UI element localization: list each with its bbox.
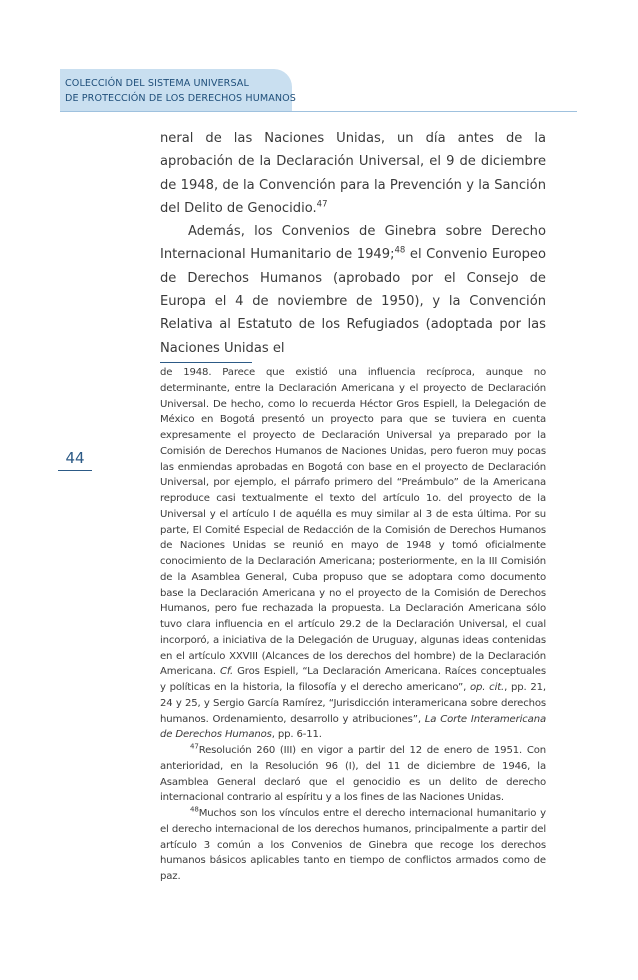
footnote-book-title: La Corte Interamericana de Derechos Humanos (160, 713, 546, 741)
footnotes (160, 365, 546, 885)
running-header (65, 76, 295, 106)
footnote-47 (160, 743, 546, 806)
footnote-text: de 1948. Parece que existió una influencia recíproca, aunque no determinante, entre la Declaración Americana y el proyecto de Declaración Universal. De hecho, como lo recuerda Héctor Gros Espiell, la Delegación de México en Bogotá presentó un proyecto para que se tuviera en cuenta expresamente el proyecto de Declaración Universal ya preparado por la Comisión de Derechos Humanos de Naciones Unidas, pero fueron muy pocas las enmiendas aprobadas en Bogotá con base en el proyecto de Declaración Universal, por ejemplo, el párrafo primero del “Preámbulo” de la Americana reproduce casi textualmente el texto del artículo 1o. del proyecto de la Universal y el artículo I de aquélla es muy similar al 3 de esta última. Por su parte, El Comité Especial de Redacción de la Comisión de Derechos Humanos de Naciones Unidas se reunió en mayo de 1948 y tomó oficialmente conocimiento de la Declaración Americana; posteriormente, en la III Comisión de la Asamblea General, Cuba propuso que se adoptara como documento base la Declaración Americana y no el proyecto de la Comisión de Derechos Humanos, pero fue rechazada la propuesta. La Declaración Americana sólo tuvo clara influencia en el artículo 29.2 de la Declaración Universal, el cual incorporó, a iniciativa de la Delegación de Uruguay, algunas ideas contenidas en el artículo XXVIII (Alcances de los derechos del hombre) de la Declaración Americana. (160, 367, 546, 678)
footnote-text: , pp. 6-11. (271, 729, 322, 741)
page-number-rule (58, 470, 92, 471)
running-header-rule (60, 111, 577, 112)
footnote-italic-cf: Cf. (219, 666, 234, 678)
body-text: neral de las Naciones Unidas, un día antes de la aprobación de la Declaración Universal, el 9 de diciembre de 1948, de la Convención para la Prevención y la Sanción del Delito de Genocidio. (160, 131, 546, 216)
body-paragraph (160, 220, 546, 360)
footnote-text: Gros Espiell, “La Declaración Americana. Raíces conceptuales y políticas en la historia, la filosofía y el derecho americano”, (160, 666, 546, 693)
footnote-text: , pp. 21, 24 y 25, y Sergio García Ramírez, “Jurisdicción interamericana sobre derechos humanos. Ordenamiento, desarrollo y atribuciones”, (160, 682, 546, 725)
footnote-text: Resolución 260 (III) en vigor a partir del 12 de enero de 1951. Con anterioridad, en la Resolución 96 (I), del 11 de diciembre de 1946, la Asamblea General declaró que el genocidio es un delito de derecho internacional contrario al espíritu y a los fines de las Naciones Unidas. (160, 745, 546, 804)
footnote-italic-opcit: op. cit. (470, 682, 505, 693)
footnote-number-47: 47 (190, 741, 199, 751)
footnote-46-continued (160, 365, 546, 743)
running-header-line-1: COLECCIÓN DEL SISTEMA UNIVERSAL (65, 78, 249, 89)
running-header-line-2: DE PROTECCIÓN DE LOS DERECHOS HUMANOS (65, 93, 296, 104)
footnote-text: Muchos son los vínculos entre el derecho internacional humanitario y el derecho internacional de los derechos humanos, principalmente a partir del artículo 3 común a los Convenios de Ginebra que recoge los derechos humanos básicos aplicables tanto en tiempo de conflictos armados como de paz. (160, 808, 546, 882)
body-paragraph (160, 127, 546, 220)
page-number: 44 (65, 449, 85, 467)
footnote-ref-47[interactable]: 47 (316, 199, 328, 210)
footnote-separator (160, 362, 252, 363)
footnote-ref-48[interactable]: 48 (394, 246, 406, 257)
main-text (160, 127, 546, 360)
body-text: Además, los Convenios de Ginebra sobre Derecho Internacional Humanitario de 1949; (160, 224, 546, 263)
footnote-48 (160, 806, 546, 885)
body-text: el Convenio Europeo de Derechos Humanos (aprobado por el Consejo de Europa el 4 de noviembre de 1950), y la Convención Relativa al Estatuto de los Refugiados (adoptada por las Naciones Unidas el (160, 247, 546, 356)
footnote-number-48: 48 (190, 804, 199, 814)
